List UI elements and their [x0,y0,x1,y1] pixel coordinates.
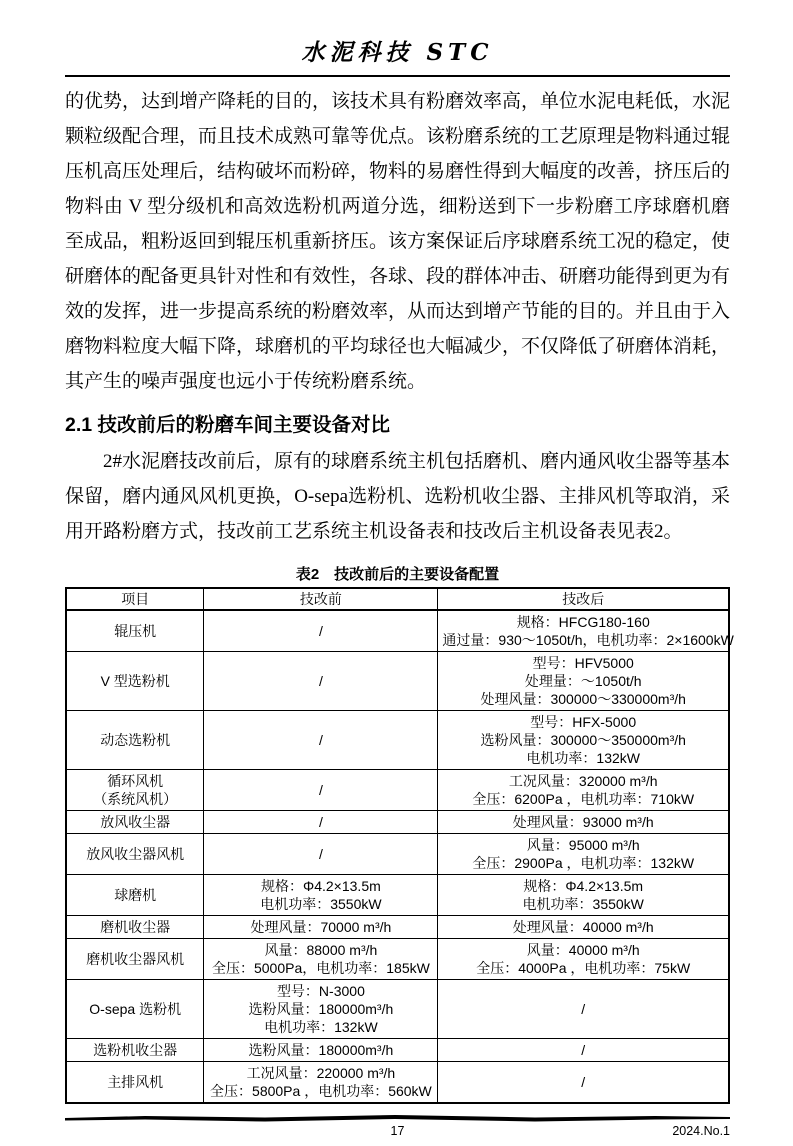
item-cell [66,652,204,711]
cell-line: 全压：6200Pa ，电机功率：710kW [472,791,695,807]
table-row [66,1062,729,1104]
cell-line: 辊压机 [114,623,157,639]
after-cell [438,1062,729,1104]
table-row [66,916,729,939]
cell-line: / [318,814,323,830]
cell-line: 电机功率：132kW [526,750,640,766]
cell-line: 规格：Φ4.2×13.5m [523,878,644,894]
cell-line: / [581,1074,586,1090]
issue-number: 2024.No.1 [672,1124,730,1138]
cell-line: / [581,1042,586,1058]
after-cell [438,770,729,811]
before-cell [204,811,438,834]
cell-line: 选粉风量：300000～350000m³/h [480,732,686,748]
page-number: 17 [390,1124,405,1138]
table-row [66,1039,729,1062]
cell-line: 型号：N-3000 [276,983,365,999]
after-cell [438,610,734,652]
item-cell [66,811,204,834]
table-caption: 表2 技改前后的主要设备配置 [295,566,500,583]
cell-line: V 型选粉机 [100,673,170,689]
section-heading: 2.1 技改前后的粉磨车间主要设备对比 [65,414,391,436]
cell-line: / [318,782,323,798]
table-body [66,610,734,1103]
before-cell [204,610,438,652]
table-row [66,980,729,1039]
cell-line: 选粉机收尘器 [93,1042,178,1058]
cell-line: 电机功率：3550kW [260,896,382,912]
cell-line: 风量：88000 m³/h [264,942,378,958]
before-cell [204,1062,438,1104]
item-cell [66,980,204,1039]
cell-line: 全压：5800Pa ，电机功率：560kW [210,1083,432,1099]
item-cell [66,610,204,652]
after-cell [438,834,729,875]
cell-line: 风量：95000 m³/h [526,837,640,853]
cell-line: 电机功率：3550kW [522,896,644,912]
cell-line: 球磨机 [114,887,157,903]
item-cell [66,875,204,916]
cell-line: / [318,732,323,748]
table-row [66,834,729,875]
cell-line: 全压：2900Pa ，电机功率：132kW [472,855,695,871]
cell-line: 全压：4000Pa ，电机功率：75kW [476,960,691,976]
page-footer [65,1124,730,1146]
running-header [65,38,730,68]
journal-title: 水泥科技 STC [301,39,494,66]
cell-line: / [318,846,323,862]
column-header-after: 技改后 [438,588,729,610]
item-cell [66,1062,204,1104]
cell-line: 选粉风量：180000m³/h [248,1001,394,1017]
table-row [66,711,729,770]
cell-line: / [318,673,323,689]
cell-line: 规格：Φ4.2×13.5m [261,878,381,894]
cell-line: 放风收尘器 [100,814,171,830]
cell-line: 处理风量：70000 m³/h [250,919,392,935]
cell-line: 规格：HFCG180-160 [516,614,650,630]
column-header-item: 项目 [66,588,204,610]
before-cell [204,770,438,811]
cell-line: 处理量：～1050t/h [524,673,642,689]
cell-line: （系统风机） [93,791,178,807]
before-cell [204,1039,438,1062]
after-cell [438,916,729,939]
cell-line: 循环风机 [107,773,164,789]
after-cell [438,711,729,770]
after-cell [438,939,729,980]
cell-line: 处理风量：40000 m³/h [512,919,654,935]
before-cell [204,875,438,916]
cell-line: 型号：HFX-5000 [530,714,637,730]
table-row [66,939,729,980]
cell-line: O-sepa 选粉机 [89,1001,182,1017]
item-cell [66,834,204,875]
cell-line: 全压：5000Pa，电机功率：185kW [211,960,430,976]
item-cell [66,916,204,939]
item-cell [66,939,204,980]
table-header [66,588,729,610]
before-cell [204,834,438,875]
before-cell [204,916,438,939]
cell-line: 磨机收尘器风机 [86,951,185,967]
before-cell [204,980,438,1039]
after-cell [438,811,729,834]
before-cell [204,939,438,980]
footer-rule-shape [65,1115,730,1122]
cell-line: / [581,1001,586,1017]
item-cell [66,711,204,770]
cell-line: 动态选粉机 [100,732,171,748]
cell-line: 工况风量：220000 m³/h [246,1065,396,1081]
table-row [66,811,729,834]
cell-line: 选粉风量：180000m³/h [248,1042,394,1058]
column-header-before: 技改前 [204,588,438,610]
cell-line: 电机功率：132kW [264,1019,378,1035]
item-cell [66,770,204,811]
item-cell [66,1039,204,1062]
header-rule [65,75,730,77]
cell-line: 磨机收尘器 [100,919,171,935]
before-cell [204,652,438,711]
table-row [66,652,729,711]
cell-line: 通过量：930～1050t/h，电机功率：2×1600kW [442,632,734,648]
after-cell [438,875,729,916]
paragraph-continuation: 的优势，达到增产降耗的目的，该技术具有粉磨效率高，单位水泥电耗低，水泥颗粒级配合理，而且技术成熟可靠等优点。该粉磨系统的工艺原理是物料通过辊压机高压处理后，结构破坏而粉碎，物料的易磨性得到大幅度的改善，挤压后的物料由 V 型分级机和高效选粉机两道分选，细粉送到下一步粉磨工序球磨机磨至成品，粗粉返回到辊压机重新挤压。该方案保证后序球磨系统工况的稳定，使研磨体的配备更具针对性和有效性，各球、段的群体冲击、研磨功能得到更为有效的发挥，进一步提高系统的粉磨效率，从而达到增产节能的目的。并且由于入磨物料粒度大幅下降，球磨机的平均球径也大幅减少，不仅降低了研磨体消耗，其产生的噪声强度也远小于传统粉磨系统。 [65,91,731,392]
cell-line: 处理风量：93000 m³/h [512,814,654,830]
cell-line: 放风收尘器风机 [86,846,185,862]
table-row [66,770,729,811]
table-header-row [66,588,729,610]
table-row [66,610,729,652]
equipment-comparison-table [65,587,734,1104]
cell-line: / [318,623,323,639]
cell-line: 处理风量：300000～330000m³/h [480,691,686,707]
cell-line: 工况风量：320000 m³/h [508,773,658,789]
cell-line: 风量：40000 m³/h [526,942,640,958]
cell-line: 主排风机 [107,1074,164,1090]
paragraph-section-intro: 2#水泥磨技改前后，原有的球磨系统主机包括磨机、磨内通风收尘器等基本保留，磨内通风风机更换，O-sepa选粉机、选粉机收尘器、主排风机等取消，采用开路粉磨方式，技改前工艺系统主机设备表和技改后主机设备表见表2。 [65,451,731,542]
cell-line: 型号：HFV5000 [532,655,634,671]
before-cell [204,711,438,770]
after-cell [438,980,729,1039]
after-cell [438,1039,729,1062]
after-cell [438,652,729,711]
table-row [66,875,729,916]
